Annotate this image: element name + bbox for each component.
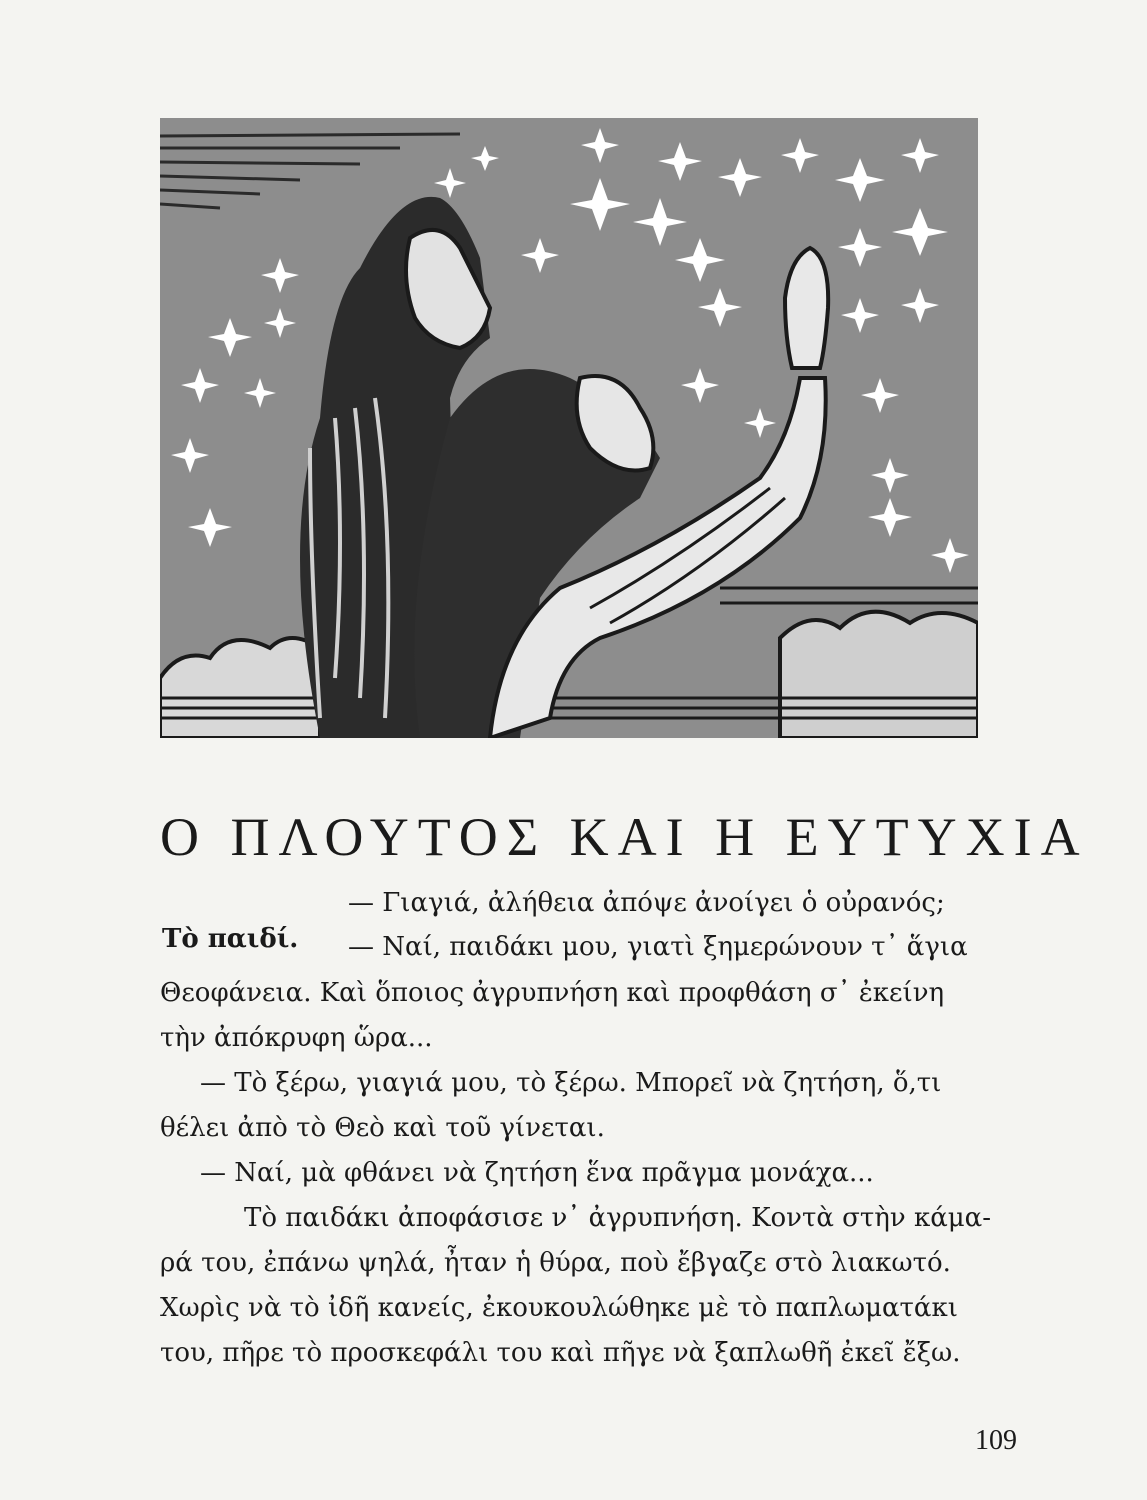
speaker-label: Τὸ παιδί. <box>162 924 299 954</box>
text-line: Θεοφάνεια. Καὶ ὅποιος ἀγρυπνήση καὶ προφθάση σ᾽ ἐκείνη <box>160 978 945 1008</box>
illustration-drawing <box>160 118 978 738</box>
text-line: Χωρὶς νὰ τὸ ἰδῆ κανείς, ἐκουκουλώθηκε μὲ τὸ παπλωματάκι <box>160 1293 958 1323</box>
text-line: — Ναί, μὰ φθάνει νὰ ζητήση ἕνα πρᾶγμα μονάχα... <box>200 1158 874 1188</box>
text-line: ρά του, ἐπάνω ψηλά, ἦταν ἡ θύρα, ποὺ ἔβγαζε στὸ λιακωτό. <box>160 1248 951 1278</box>
woodcut-illustration <box>160 118 978 738</box>
text-line: — Γιαγιά, ἀλήθεια ἀπόψε ἀνοίγει ὁ οὐρανός; <box>348 888 945 918</box>
text-line: Τὸ παιδάκι ἀποφάσισε ν᾽ ἀγρυπνήση. Κοντὰ στὴν κάμα- <box>244 1203 992 1233</box>
child-hand <box>785 248 828 368</box>
text-line: τὴν ἀπόκρυφη ὥρα... <box>160 1023 433 1053</box>
page-number: 109 <box>975 1425 1017 1456</box>
text-line: — Τὸ ξέρω, γιαγιά μου, τὸ ξέρω. Μπορεῖ νὰ ζητήση, ὅ,τι <box>200 1068 942 1098</box>
sky-hatching <box>160 134 460 208</box>
text-line: — Ναί, παιδάκι μου, γιατὶ ξημερώνουν τ᾽ ἅγια <box>348 932 968 962</box>
chapter-title: Ο ΠΛΟΥΤΟΣ ΚΑΙ Η ΕΥΤΥΧΙΑ <box>160 807 1089 867</box>
text-line: θέλει ἀπὸ τὸ Θεὸ καὶ τοῦ γίνεται. <box>160 1113 605 1143</box>
text-line: του, πῆρε τὸ προσκεφάλι του καὶ πῆγε νὰ ξαπλωθῆ ἐκεῖ ἔξω. <box>160 1338 961 1368</box>
